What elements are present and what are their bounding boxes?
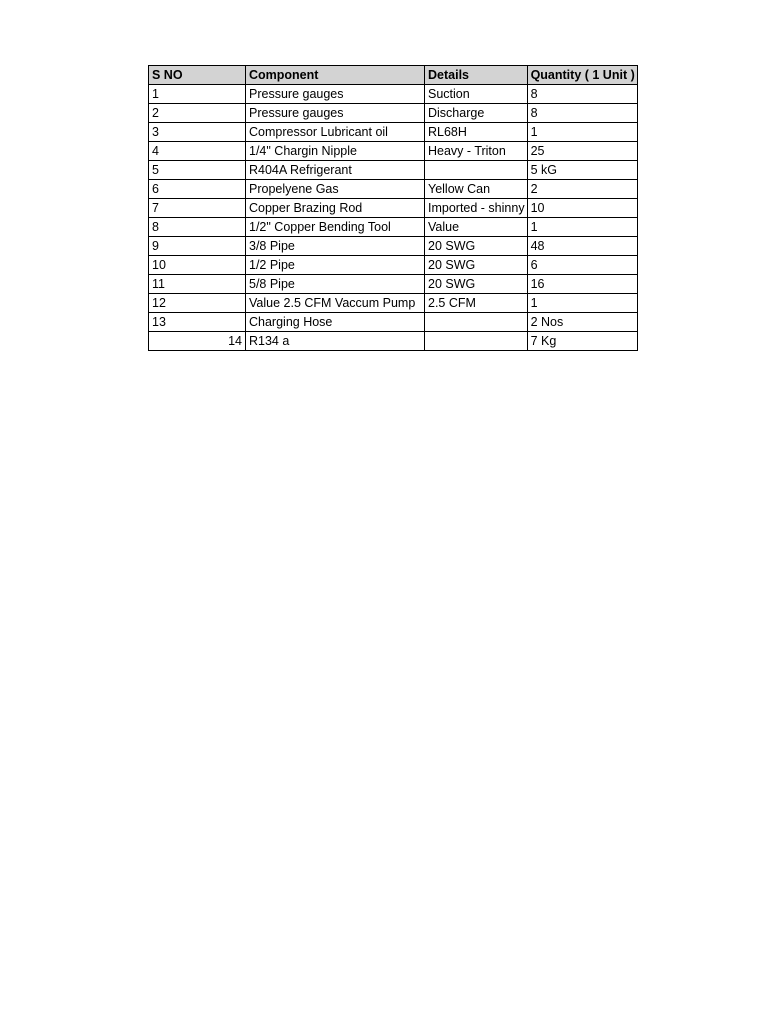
header-quantity: Quantity ( 1 Unit ) (527, 66, 637, 85)
cell-component: 1/2 Pipe (246, 256, 425, 275)
table-header (149, 66, 638, 85)
cell-details: Discharge (425, 104, 528, 123)
cell-details: RL68H (425, 123, 528, 142)
cell-details (425, 313, 528, 332)
header-row (149, 66, 638, 85)
table-body (149, 85, 638, 351)
cell-details (425, 332, 528, 351)
cell-details: 20 SWG (425, 256, 528, 275)
cell-details: Heavy - Triton (425, 142, 528, 161)
table-row (149, 294, 638, 313)
cell-quantity: 25 (527, 142, 637, 161)
table-row (149, 256, 638, 275)
cell-s-no: 6 (149, 180, 246, 199)
cell-quantity: 1 (527, 294, 637, 313)
cell-details: Suction (425, 85, 528, 104)
header-details: Details (425, 66, 528, 85)
cell-component: 5/8 Pipe (246, 275, 425, 294)
cell-details: 2.5 CFM (425, 294, 528, 313)
spreadsheet-area (148, 65, 638, 351)
cell-s-no: 11 (149, 275, 246, 294)
cell-component: Pressure gauges (246, 85, 425, 104)
table-row (149, 275, 638, 294)
cell-quantity: 1 (527, 123, 637, 142)
cell-component: Pressure gauges (246, 104, 425, 123)
cell-s-no: 1 (149, 85, 246, 104)
cell-quantity: 1 (527, 218, 637, 237)
cell-component: R134 a (246, 332, 425, 351)
cell-component: 1/2" Copper Bending Tool (246, 218, 425, 237)
table-row (149, 161, 638, 180)
cell-quantity: 10 (527, 199, 637, 218)
cell-quantity: 8 (527, 104, 637, 123)
cell-s-no: 5 (149, 161, 246, 180)
cell-s-no: 12 (149, 294, 246, 313)
table-row (149, 218, 638, 237)
table-row (149, 332, 638, 351)
cell-details: Imported - shinny (425, 199, 528, 218)
cell-details: 20 SWG (425, 275, 528, 294)
cell-component: Charging Hose (246, 313, 425, 332)
components-table (148, 65, 638, 351)
cell-s-no: 10 (149, 256, 246, 275)
table-row (149, 237, 638, 256)
cell-quantity: 2 (527, 180, 637, 199)
table-row (149, 85, 638, 104)
cell-component: Propelyene Gas (246, 180, 425, 199)
cell-s-no: 9 (149, 237, 246, 256)
cell-s-no: 13 (149, 313, 246, 332)
cell-s-no: 14 (149, 332, 246, 351)
cell-component: 1/4" Chargin Nipple (246, 142, 425, 161)
cell-component: Copper Brazing Rod (246, 199, 425, 218)
cell-quantity: 5 kG (527, 161, 637, 180)
cell-component: Compressor Lubricant oil (246, 123, 425, 142)
cell-s-no: 7 (149, 199, 246, 218)
header-component: Component (246, 66, 425, 85)
table-row (149, 142, 638, 161)
table-row (149, 104, 638, 123)
cell-s-no: 3 (149, 123, 246, 142)
cell-quantity: 2 Nos (527, 313, 637, 332)
table-row (149, 313, 638, 332)
cell-details: Yellow Can (425, 180, 528, 199)
cell-quantity: 6 (527, 256, 637, 275)
cell-details (425, 161, 528, 180)
cell-details: 20 SWG (425, 237, 528, 256)
cell-details: Value (425, 218, 528, 237)
cell-component: R404A Refrigerant (246, 161, 425, 180)
table-row (149, 180, 638, 199)
cell-s-no: 8 (149, 218, 246, 237)
cell-quantity: 16 (527, 275, 637, 294)
header-s-no: S NO (149, 66, 246, 85)
cell-component: 3/8 Pipe (246, 237, 425, 256)
table-row (149, 199, 638, 218)
cell-quantity: 7 Kg (527, 332, 637, 351)
cell-quantity: 8 (527, 85, 637, 104)
cell-s-no: 2 (149, 104, 246, 123)
table-row (149, 123, 638, 142)
cell-component: Value 2.5 CFM Vaccum Pump (246, 294, 425, 313)
cell-s-no: 4 (149, 142, 246, 161)
cell-quantity: 48 (527, 237, 637, 256)
